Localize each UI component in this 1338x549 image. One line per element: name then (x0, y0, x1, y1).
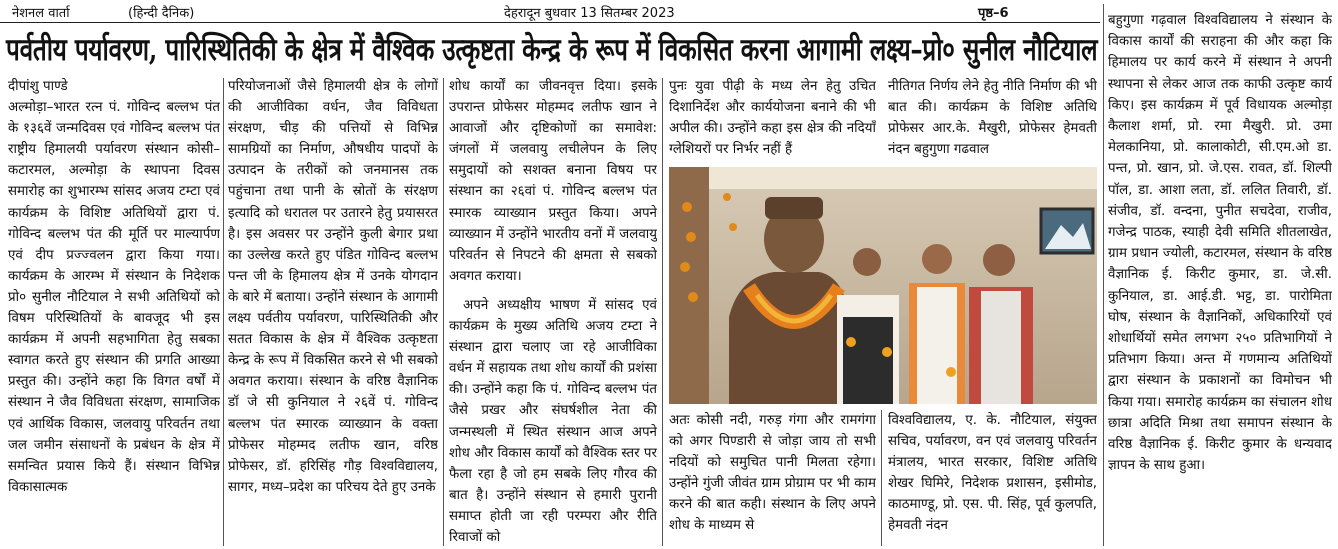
dateline: देहरादून बुधवार 13 सितम्बर 2023 (504, 6, 675, 21)
photo-illustration (669, 167, 1097, 404)
column-rule (223, 78, 224, 546)
column-5-text: नीतिगत निर्णय लेने हेतु नीति निर्माण की भी बात की। कार्यक्रम के विशिष्ट अतिथि प्रोफेसर आर.के. मैखुरी, प्रोफेसर हेमवती नंदन बहुगुणा गढवाल (888, 79, 1097, 158)
column-rule (881, 410, 882, 546)
article-column-5-top (888, 76, 1097, 162)
masthead-strip (0, 0, 1100, 23)
column-1-text: अल्मोड़ा–भारत रत्न पं. गोविन्द बल्लभ पंत के १३६वें जन्मदिवस एवं गोविन्द बल्लभ पंत राष्ट्रीय हिमालयी पर्यावरण संस्थान कोसी– कटारमल, अल्मोड़ा के स्थापना दिवस समारोह का शुभारम्भ सांसद अजय टम्टा एवं कार्यक्रम के विशिष्ट अतिथियों द्वारा पं. गोविन्द बल्लभ पंत की मूर्ति पर माल्यार्पण एवं दीप प्रज्ज्वलन द्वारा किया गया। कार्यक्रम के आरम्भ में संस्थान के निदेशक प्रो० सुनील नौटियाल ने सभी अतिथियों को विषम परिस्थितियों के बावजूद भी इस कार्यक्रम में अपनी सहभागिता हेतु सबका स्वागत करते हुए संस्थान की प्रगति आख्या प्रस्तुत की। उन्होंने कहा कि विगत वर्षों में संस्थान ने जैव विविधता संरक्षण, सामाजिक एवं आर्थिक विकास, जलवायु परिवर्तन तथा जल जमीन संसाधनों के प्रबंधन के क्षेत्र में समन्वित प्रयास किये हैं। संस्थान विभिन्न विकासात्मक (8, 100, 220, 495)
event-photo (669, 167, 1097, 404)
column-2-text: परियोजनाओं जैसे हिमालयी क्षेत्र के लोगों की आजीविका वर्धन, जैव विविधता संरक्षण, चीड़ की पत्तियों से विभिन्न सामग्रियों का निर्माण, औषधीय पादपों के उत्पादन के तरीकों को जनमानस तक पहुंचाना तथा पानी के स्रोतों के संरक्षण इत्यादि को धरातल पर उतारने हेतु प्रयासरत है। इस अवसर पर उन्होंने कुली बेगार प्रथा का उल्लेख करते हुए पंडित गोविन्द बल्लभ पन्त जी के हिमालय क्षेत्र में उनके योगदान के बारे में बताया। उन्होंने संस्थान के आगामी लक्ष्य पर्वतीय पर्यावरण, पारिस्थितिकी और सतत विकास के क्षेत्र में वैश्विक उत्कृष्टता केन्द्र के रूप में विकसित करने से भी सबको अवगत कराया। संस्थान के वरिष्ठ वैज्ञानिक डॉ जे सी कुनियाल ने २६वें पं. गोविन्द बल्लभ पंत स्मारक व्याख्यान के वक्ता प्रोफेसर मोहम्मद लतीफ खान, वरिष्ठ प्रोफेसर, डॉ. हरिसिंह गौड़ विश्वविद्यालय, सागर, मध्य–प्रदेश का परिचय देते हुए उनके (228, 79, 438, 495)
column-rule (443, 78, 444, 546)
column-5-text-b: विश्वविद्यालय, ए. के. नौटियाल, संयुक्त सचिव, पर्यावरण, वन एवं जलवायु परिवर्तन मंत्रालय, भारत सरकार, विशिष्ट अतिथि शेखर घिमिरे, निदेशक प्रशासन, इसीमोड, काठमाण्डू, प्रो. एस. पी. सिंह, पूर्व कुलपति, हेमवती नंदन (888, 413, 1097, 534)
article-column-4-top (669, 76, 876, 162)
paper-name: नेशनल वार्ता (12, 6, 70, 21)
article-column-1 (8, 76, 220, 546)
column-3-text-b: अपने अध्यक्षीय भाषण में सांसद एवं कार्यक्रम के मुख्य अतिथि अजय टम्टा ने संस्थान द्वारा चलाए जा रहे आजीविका वर्धन में सहायक तथा शोध कार्यों की प्रशंसा की। उन्होंने कहा कि पं. गोविन्द बल्लभ पंत जैसे प्रखर और संघर्षशील नेता की जन्मस्थली में स्थित संस्थान आज अपने शोध और विकास कार्यों को वैश्विक स्तर पर फैला रहा है जो हम सबके लिए गौरव की बात है। उन्होंने संस्थान से हमारी पुरानी समाप्त होती जा रही परम्परा और रीति रिवाजों को (449, 297, 657, 545)
article-column-6 (1108, 10, 1332, 549)
article-column-2 (228, 76, 438, 546)
column-rule (1103, 4, 1104, 546)
column-rule (662, 78, 663, 546)
page-number: पृष्ठ–6 (978, 6, 1009, 21)
column-6-text: बहुगुणा गढ़वाल विश्वविद्यालय ने संस्थान के विकास कार्यों की सराहना की और कहा कि हिमालय पर कार्य करने में संस्थान ने अपनी स्थापना से लेकर आज तक काफी उत्कृष्ट कार्य किए। इस कार्यक्रम में पूर्व विधायक अल्मोड़ा कैलाश शर्मा, प्रो. रमा मैखुरी. प्रो. उमा मेलकानिया, प्रो. कालाकोटी, सी.एम.ओ डा. पन्त, प्रो. खान, प्रो. जे.एस. रावत, डॉ. शिल्पी पॉल, डा. आशा लता, डॉ. ललित तिवारी, डॉ. संजीव, डॉ. वन्दना, पुनीत सचदेवा, राजीव, गजेन्द्र पाठक, स्याही देवी समिति शीतलाखेत, ग्राम प्रधान ज्योली, कटारमल, संस्थान के वरिष्ठ वैज्ञानिक ई. किरीट कुमार, डा. जे.सी. कुनियाल, डा. आई.डी. भट्ट, डा. पारोमिता घोष, संस्थान के वैज्ञानिकों, अधिकारियों एवं शोधार्थियों समेत लगभग २५० प्रतिभागियों ने प्रतिभाग किया। अन्त में गणमान्य अतिथियों द्वारा संस्थान के प्रकाशनों का विमोचन भी किया गया। समारोह कार्यक्रम का संचालन शोध छात्रा अदिति मिश्रा तथा समापन संस्थान के वरिष्ठ वैज्ञानिक ई. किरीट कुमार के धन्यवाद ज्ञापन के साथ हुआ। (1108, 13, 1332, 474)
article-column-3 (449, 76, 657, 546)
byline: दीपांशु पाण्डे (8, 79, 68, 94)
headline: पर्वतीय पर्यावरण, पारिस्थितिकी के क्षेत्र में वैश्विक उत्कृष्टता केन्द्र के रूप में विकसित करना आगामी लक्ष्य–प्रो० सुनील नौटियाल (6, 32, 1098, 68)
article-column-4-bottom (669, 410, 876, 546)
column-4-text: पुनः युवा पीढ़ी के मध्य लेन हेतु उचित दिशानिर्देश और कार्ययोजना बनाने की भी अपील की। उन्होंने कहा इस क्षेत्र की नदियाँ ग्लेशियरों पर निर्भर नहीं हैं (669, 79, 876, 158)
article-column-5-bottom (888, 410, 1097, 546)
column-4-text-b: अतः कोसी नदी, गरुड़ गंगा और रामगंगा को अगर पिण्डारी से जोड़ा जाय तो सभी नदियों को समुचित पानी मिलता रहेगा। उन्होंने गुंजी जीवंत ग्राम प्रोग्राम पर भी काम करने की बात कही। संस्थान के लिए अपने शोध के माध्यम से (669, 413, 876, 534)
paper-type: (हिन्दी दैनिक) (128, 6, 195, 21)
column-3-text: शोध कार्यों का जीवनवृत्त दिया। इसके उपरान्त प्रोफेसर मोहम्मद लतीफ खान ने आवाजों और दृष्टिकोणों का समावेश: जंगलों में जलवायु लचीलेपन के लिए समुदायों को सशक्त बनाना विषय पर संस्थान का २६वां पं. गोविन्द बल्लभ पंत स्मारक व्याख्यान प्रस्तुत किया। अपने व्याख्यान में उन्होंने भारतीय वनों में जलवायु परिवर्तन से निपटने की क्षमता से सबको अवगत कराया। (449, 79, 657, 284)
